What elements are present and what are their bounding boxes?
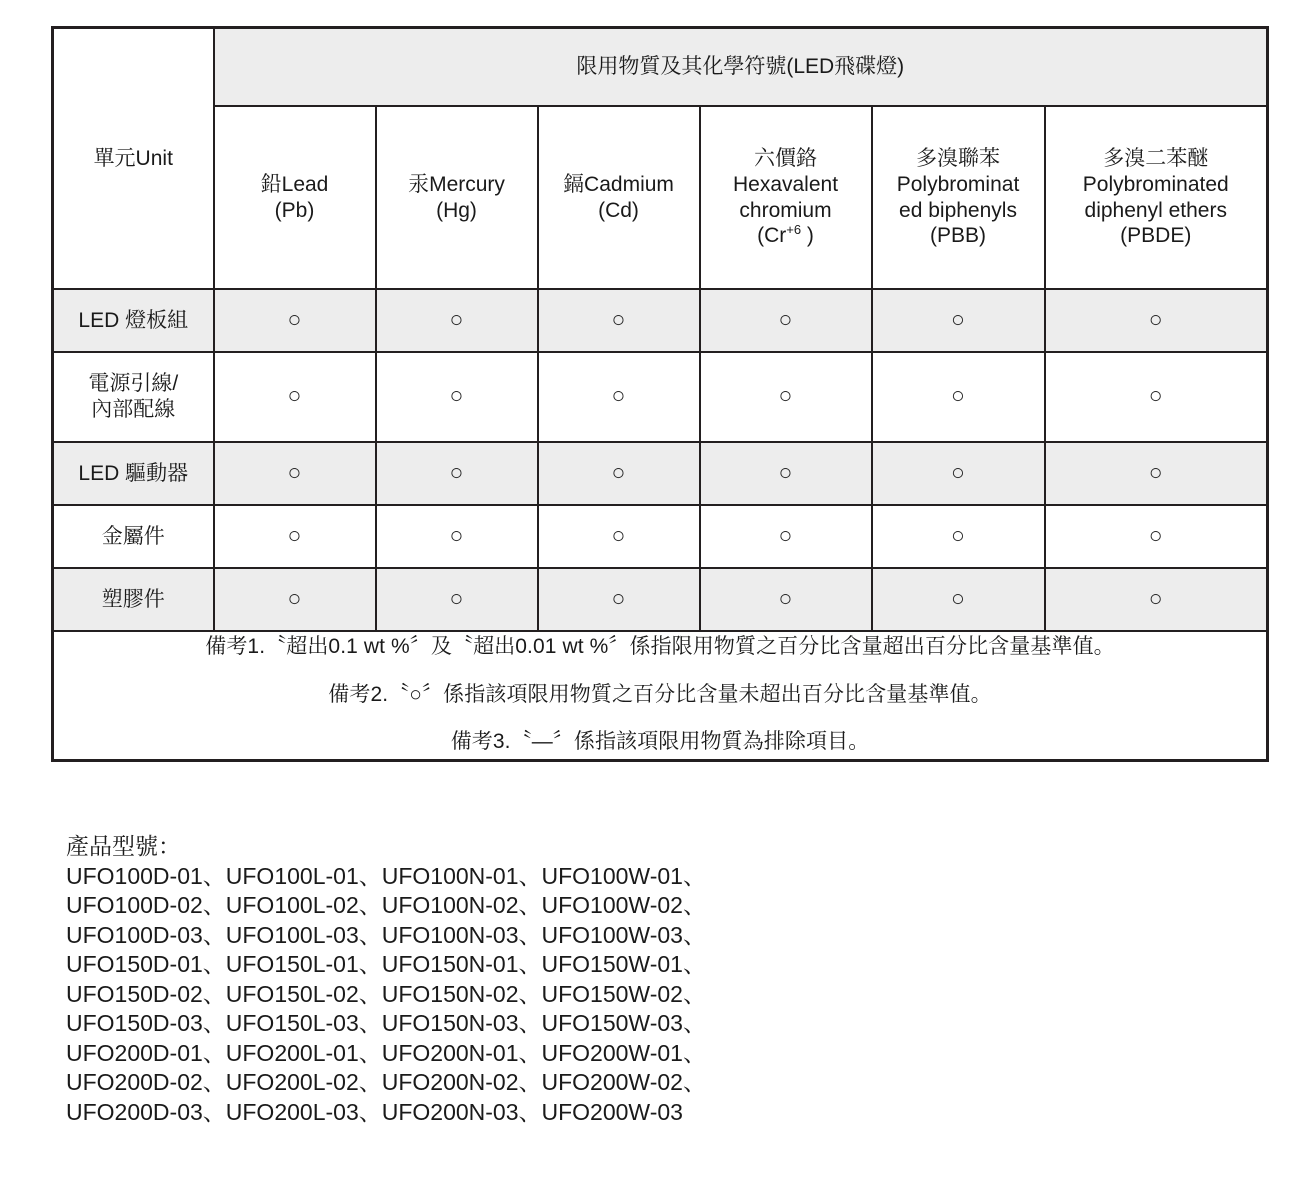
substance-header-mercury: [376, 106, 538, 289]
status-symbol: ○: [1148, 458, 1163, 485]
row-label: [53, 568, 214, 631]
product-model-line: UFO200D-02、UFO200L-02、UFO200N-02、UFO200W-02、: [66, 1069, 706, 1095]
unit-header-label: 單元Unit: [93, 146, 173, 170]
product-model-line: UFO150D-03、UFO150L-03、UFO150N-03、UFO150W-03、: [66, 1010, 706, 1036]
status-symbol: ○: [951, 521, 965, 548]
cell-mark-lead: [214, 505, 376, 568]
substance-header-cadmium: [538, 106, 700, 289]
cell-mark-pbde: [1045, 442, 1268, 505]
substance-name-zh: 鉛Lead: [260, 172, 329, 196]
product-model-title: 產品型號：: [66, 833, 181, 859]
cell-mark-mercury: [376, 505, 538, 568]
row-label-line1: 金屬件: [101, 524, 165, 548]
table-header-row-substances: [53, 106, 1268, 289]
substance-name-zh: 鎘Cadmium: [563, 172, 674, 196]
cell-mark-mercury: [376, 289, 538, 352]
substance-symbol: [705, 223, 867, 249]
status-symbol: ○: [951, 458, 965, 485]
status-symbol: ○: [287, 584, 302, 611]
cell-mark-pbb: [872, 568, 1045, 631]
cell-mark-pbde: [1045, 568, 1268, 631]
cell-mark-cadmium: [538, 505, 700, 568]
cell-mark-pbde: [1045, 352, 1268, 442]
cell-mark-chromium: [700, 505, 872, 568]
status-symbol: ○: [1148, 521, 1163, 548]
status-symbol: ○: [449, 305, 464, 332]
notes-cell: [53, 631, 1268, 760]
cell-mark-chromium: [700, 289, 872, 352]
row-label-line1: 電源引線/: [88, 372, 179, 396]
substance-symbol: (PBDE): [1120, 224, 1192, 248]
row-label: [53, 505, 214, 568]
status-symbol: ○: [778, 382, 793, 409]
note-3: 備考3.〝—〞係指該項限用物質為排除項目。: [450, 730, 870, 754]
cell-mark-cadmium: [538, 568, 700, 631]
product-model-line: UFO100D-01、UFO100L-01、UFO100N-01、UFO100W-01、: [66, 862, 706, 889]
cell-mark-pbb: [872, 289, 1045, 352]
substance-header-lead: [214, 106, 376, 289]
substances-group-title: 限用物質及其化學符號(LED飛碟燈): [576, 55, 905, 79]
product-model-line: UFO100D-02、UFO100L-02、UFO100N-02、UFO100W-02、: [66, 892, 706, 918]
substance-name-zh: 汞Mercury: [408, 172, 505, 196]
substance-name-en-line2: chromium: [739, 198, 832, 222]
table-row: [53, 352, 1268, 442]
table-row: [53, 505, 1268, 568]
product-model-line: UFO150D-01、UFO150L-01、UFO150N-01、UFO150W-01、: [66, 951, 706, 977]
cell-mark-pbb: [872, 442, 1045, 505]
cell-mark-chromium: [700, 442, 872, 505]
table-row: [53, 442, 1268, 505]
status-symbol: ○: [449, 521, 464, 548]
product-model-line: UFO200D-03、UFO200L-03、UFO200N-03、UFO200W-03: [66, 1098, 683, 1125]
cell-mark-chromium: [700, 352, 872, 442]
table-header-row-top: [53, 28, 1268, 107]
cell-mark-chromium: [700, 568, 872, 631]
note-1: 備考1.〝超出0.1 wt %〞及〝超出0.01 wt %〞係指限用物質之百分比含量超出百分比含量基準值。: [205, 635, 1115, 658]
status-symbol: ○: [287, 382, 302, 409]
product-model-list: [66, 832, 706, 1127]
status-symbol: ○: [778, 584, 793, 611]
row-label-line1: LED 驅動器: [78, 461, 189, 485]
cell-mark-mercury: [376, 568, 538, 631]
cell-mark-cadmium: [538, 352, 700, 442]
product-model-line: UFO100D-03、UFO100L-03、UFO100N-03、UFO100W-03、: [66, 921, 706, 948]
row-label: [53, 442, 214, 505]
note-2: 備考2.〝○〞係指該項限用物質之百分比含量未超出百分比含量基準值。: [328, 682, 992, 706]
row-label-line1: 塑膠件: [101, 587, 165, 611]
row-label: [53, 289, 214, 352]
unit-header-cell: [53, 28, 214, 290]
row-label-line1: LED 燈板組: [78, 308, 189, 332]
status-symbol: ○: [951, 382, 965, 409]
product-model-line: UFO200D-01、UFO200L-01、UFO200N-01、UFO200W-01、: [66, 1039, 706, 1066]
substance-symbol: (Hg): [436, 198, 477, 222]
status-symbol: ○: [287, 305, 302, 332]
status-symbol: ○: [1148, 584, 1163, 611]
status-symbol: ○: [449, 458, 464, 485]
status-symbol: ○: [611, 305, 626, 332]
substances-group-header: [214, 28, 1268, 107]
cell-mark-pbde: [1045, 289, 1268, 352]
status-symbol: ○: [449, 382, 464, 409]
substance-symbol: (Cd): [598, 198, 639, 222]
substance-name-en-line1: Polybrominated: [1082, 172, 1229, 196]
substance-symbol: (Pb): [274, 198, 315, 222]
substance-name-en-line2: ed biphenyls: [899, 198, 1017, 222]
cell-mark-lead: [214, 352, 376, 442]
substance-symbol: (PBB): [929, 224, 986, 248]
substance-name-en-line1: Polybrominat: [896, 172, 1020, 196]
cell-mark-mercury: [376, 352, 538, 442]
cell-mark-cadmium: [538, 442, 700, 505]
status-symbol: ○: [611, 521, 626, 548]
substance-name-zh: 多溴聯苯: [916, 147, 1000, 171]
cell-mark-pbb: [872, 505, 1045, 568]
status-symbol: ○: [951, 584, 965, 611]
cell-mark-lead: [214, 442, 376, 505]
product-model-line: UFO150D-02、UFO150L-02、UFO150N-02、UFO150W-02、: [66, 980, 706, 1007]
status-symbol: ○: [611, 584, 626, 611]
symbol-prefix: (Cr: [757, 224, 787, 248]
substance-header-hexavalent-chromium: [700, 106, 872, 289]
cell-mark-pbde: [1045, 505, 1268, 568]
row-label-line2: 內部配線: [91, 398, 176, 421]
status-symbol: ○: [611, 458, 626, 485]
status-symbol: ○: [778, 521, 793, 548]
substance-name-en-line2: diphenyl ethers: [1084, 198, 1227, 222]
symbol-suffix: ): [801, 224, 814, 248]
status-symbol: ○: [449, 584, 464, 611]
substance-header-pbb: [872, 106, 1045, 289]
status-symbol: ○: [1148, 382, 1163, 409]
status-symbol: ○: [287, 458, 302, 485]
substance-name-en-line1: Hexavalent: [732, 172, 839, 196]
charge-superscript: +6: [786, 222, 802, 238]
table-row: [53, 289, 1268, 352]
cell-mark-lead: [214, 568, 376, 631]
status-symbol: ○: [1148, 305, 1163, 332]
rohs-table-container: [51, 26, 1256, 762]
cell-mark-lead: [214, 289, 376, 352]
cell-mark-mercury: [376, 442, 538, 505]
status-symbol: ○: [778, 458, 793, 485]
restricted-substances-table: [51, 26, 1269, 762]
status-symbol: ○: [611, 382, 626, 409]
status-symbol: ○: [287, 521, 302, 548]
cell-mark-cadmium: [538, 289, 700, 352]
table-row: [53, 568, 1268, 631]
substance-name-zh: 六價鉻: [754, 147, 817, 171]
row-label: [53, 352, 214, 442]
status-symbol: ○: [778, 305, 793, 332]
table-notes-row: [53, 631, 1268, 760]
status-symbol: ○: [951, 305, 965, 332]
substance-name-zh: 多溴二苯醚: [1103, 147, 1209, 171]
cell-mark-pbb: [872, 352, 1045, 442]
substance-header-pbde: [1045, 106, 1268, 289]
